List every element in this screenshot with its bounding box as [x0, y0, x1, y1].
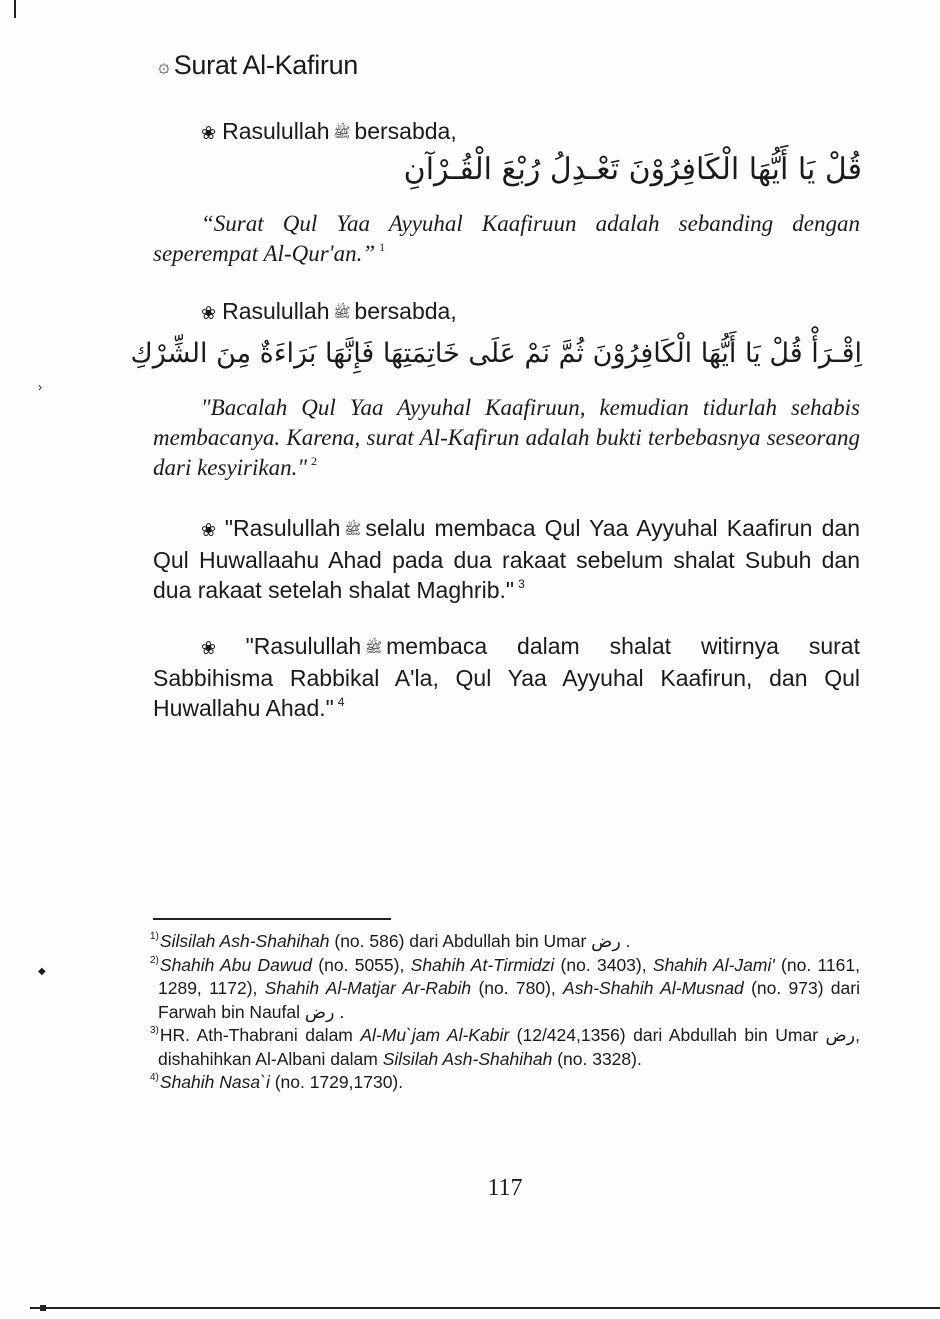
footnote-text: (12/424,1356) dari Abdullah bin Umar رض, dishahihkan Al-Albani dalam [158, 1025, 860, 1069]
hadith-intro [153, 116, 860, 148]
footnote-title: Shahih Al-Matjar Ar-Rabih [264, 978, 472, 998]
footnote-item [150, 930, 860, 954]
footnote-ref: 2 [311, 454, 318, 468]
footnote-text: HR. Ath-Thabrani dalam [159, 1025, 361, 1045]
flower-ornament-icon: ❀ [201, 123, 217, 143]
footnote-text: (no. 1729,1730). [269, 1072, 404, 1092]
scan-mark: ◆ [38, 966, 46, 977]
footnote-ref: 4 [337, 695, 345, 709]
footnote-title: Shahih At-Tirmidzi [410, 954, 555, 975]
footnote-title: Shahih Nasa`i [159, 1072, 270, 1092]
page-title-text: Surat Al-Kafirun [173, 50, 359, 80]
hadith-paragraph [153, 513, 860, 605]
footnote-text: (no. 5055), [311, 954, 411, 975]
footnote-text: (no. 1161, 1289, 1172), [158, 954, 860, 998]
footnote-title: Silsilah Ash-Shahihah [159, 931, 330, 951]
flower-ornament-icon: ❀ [201, 638, 240, 658]
page-bottom-rule [30, 1307, 940, 1309]
footnotes [150, 930, 860, 1095]
footnote-item [150, 1071, 860, 1095]
footnote-ref: 3 [518, 577, 525, 591]
arabic-text: اِقْـرَأْ قُلْ يَا أَيُّهَا الْكَافِرُوْنَ ثُمَّ نَمْ عَلَى خَاتِمَتِهَا فَإِنَّهَا بَرَاءَةٌ مِنَ الشِّرْكِ [130, 338, 862, 369]
intro-text: Rasulullah [222, 298, 330, 324]
flower-ornament-icon: ❀ [201, 303, 217, 323]
translation-text: "Bacalah Qul Yaa Ayyuhal Kaafiruun, kemudian tidurlah sehabis membacanya. Karena, surat Al-Kafirun adalah bukti terbebasnya seseorang dari kesyirikan." [153, 395, 860, 480]
page-number: 117 [487, 1175, 523, 1201]
ornament-icon: ۞ [158, 55, 170, 77]
footnote-text: (no. 3328). [552, 1048, 642, 1069]
footnote-title: Al-Mu`jam Al-Kabir [360, 1025, 510, 1045]
paragraph-text: selalu membaca Qul Yaa Ayyuhal Kaafirun dan Qul Huwallaahu Ahad pada dua rakaat sebelum shalat Subuh dan dua rakaat setelah shalat Maghrib." [153, 515, 860, 603]
hadith-paragraph [153, 631, 860, 723]
footnote-item [150, 954, 860, 1025]
salawat-icon: ﷺ [365, 639, 383, 655]
footnote-number: 3) [150, 1025, 159, 1036]
scan-mark: › [38, 380, 42, 394]
footnote-title: Shahih Al-Jami' [652, 954, 775, 975]
page-corner-mark [40, 1305, 46, 1311]
footnote-rule [153, 918, 391, 920]
hadith-intro [153, 296, 860, 328]
footnote-item [150, 1024, 860, 1071]
intro-text: Rasulullah [222, 118, 330, 144]
hadith-translation [153, 393, 860, 483]
footnote-ref: 1 [379, 240, 386, 254]
salawat-icon: ﷺ [333, 124, 351, 140]
footnote-text: (no. 973) dari Farwah bin Naufal رض . [158, 978, 860, 1022]
footnote-title: Silsilah Ash-Shahihah [382, 1048, 553, 1069]
salawat-icon: ﷺ [344, 521, 362, 537]
page-edge-line [14, 0, 16, 18]
footnote-number: 4) [150, 1072, 159, 1083]
footnote-title: Shahih Abu Dawud [159, 954, 312, 975]
footnote-text: (no. 780), [471, 978, 564, 998]
footnote-number: 1) [150, 931, 159, 942]
paragraph-text: membaca dalam shalat witirnya surat Sabbihisma Rabbikal A'la, Qul Yaa Ayyuhal Kaafirun, dan Qul Huwallahu Ahad." [153, 633, 860, 721]
flower-ornament-icon: ❀ [201, 520, 219, 540]
intro-text: bersabda, [354, 118, 457, 144]
footnote-text: (no. 3403), [554, 954, 653, 975]
page-title [158, 50, 358, 81]
footnote-text: (no. 586) dari Abdullah bin Umar رض . [329, 931, 631, 951]
arabic-text: قُلْ يَا أَيُّهَا الْكَافِرُوْنَ تَعْـدِلُ رُبْعَ الْقُـرْآنِ [403, 152, 862, 187]
paragraph-text: "Rasulullah [245, 633, 362, 659]
translation-text: “Surat Qul Yaa Ayyuhal Kaafiruun adalah sebanding dengan seperempat Al-Qur'an.” [153, 211, 860, 266]
hadith-translation [153, 209, 860, 269]
footnote-title: Ash-Shahih Al-Musnad [563, 978, 744, 998]
footnote-number: 2) [150, 954, 159, 966]
salawat-icon: ﷺ [333, 304, 351, 320]
intro-text: bersabda, [354, 298, 457, 324]
paragraph-text: "Rasulullah [224, 515, 341, 541]
